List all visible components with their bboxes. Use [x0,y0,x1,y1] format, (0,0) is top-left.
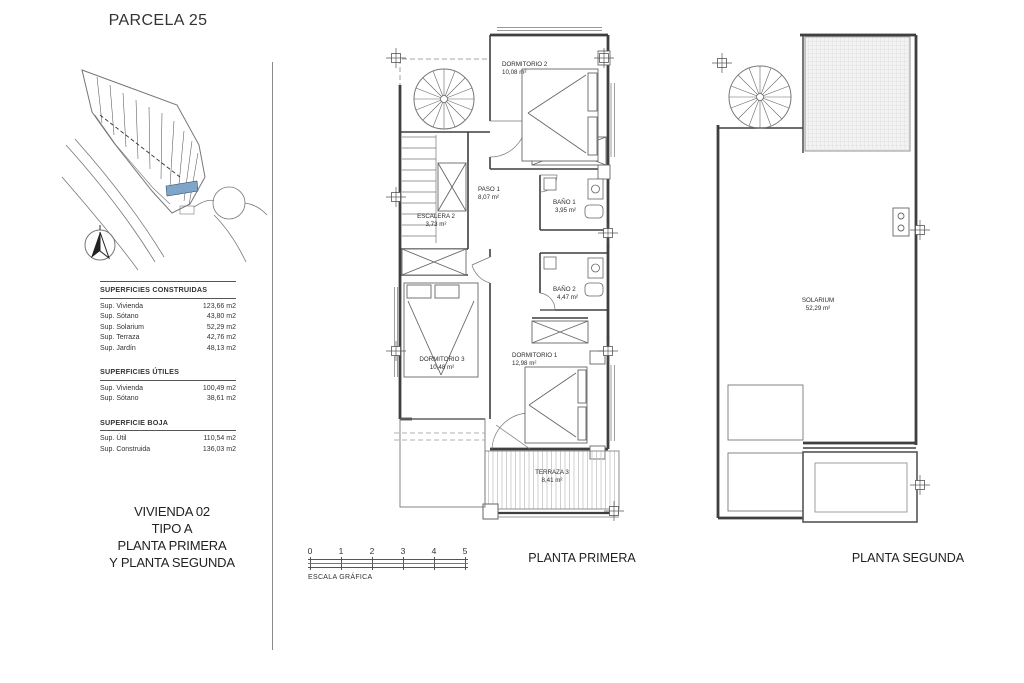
table-row: Sup. Sótano 38,61 m2 [100,395,236,402]
panel-divider [272,62,273,650]
table-superficies-construidas [100,281,236,354]
terraza-3 [483,451,619,519]
room-area: 8,41 m² [541,477,563,484]
room-area: 52,29 m² [805,305,831,312]
room-label: DORMITORIO 1 [512,352,558,359]
table-row: Sup. Sótano 43,80 m2 [100,313,236,320]
wall-unit [893,208,909,236]
highlighted-parcel [166,181,198,196]
planta-segunda-plan [700,25,940,525]
table-header: SUPERFICIES ÚTILES [100,367,236,381]
lower-terraces [728,385,917,522]
scale-ruler [308,559,468,568]
site-plan-map [62,55,272,270]
caption-planta-segunda: PLANTA SEGUNDA [851,551,965,565]
scale-bar [308,546,468,581]
table-row: Sup. Jardín 48,13 m2 [100,344,236,352]
room-area: 8,07 m² [478,194,499,201]
room-label: DORMITORIO 2 [502,61,548,68]
garden-plot [394,419,485,507]
table-row: Sup. Terraza 42,76 m2 [100,334,236,341]
room-area: 3,73 m² [425,221,447,228]
parcel-outline [82,70,205,214]
table-row: Sup. Vivienda 100,49 m2 [100,384,236,392]
planta-primera-plan [392,25,642,525]
room-area: 10,48 m² [429,364,455,371]
page-title: PARCELA 25 [108,12,208,29]
caption-planta-primera: PLANTA PRIMERA [528,551,636,565]
room-label: TERRAZA 3 [535,469,569,476]
north-arrow-icon [85,225,115,260]
drawing-info [68,503,276,571]
info-line: VIVIENDA 02 [134,504,210,519]
spiral-staircase [394,59,490,129]
room-label: BAÑO 2 [553,286,576,293]
table-header: SUPERFICIE BOJA [100,418,236,432]
table-header: SUPERFICIES CONSTRUIDAS [100,281,236,299]
bed-dormitorio-2 [522,51,610,179]
scale-label: ESCALA GRÁFICA [308,574,373,581]
room-area: 12,98 m² [512,360,537,367]
room-area: 10,08 m² [502,69,527,76]
room-label: DORMITORIO 3 [419,356,465,363]
room-area: 3,95 m² [555,207,576,214]
table-row: Sup. Solarium 52,29 m2 [100,323,236,331]
room-area: 4,47 m² [557,294,578,301]
room-label: ESCALERA 2 [417,213,455,220]
table-row: Sup. Útil 110,54 m2 [100,435,236,442]
info-line: Y PLANTA SEGUNDA [109,555,235,570]
info-line: TIPO A [151,521,193,536]
bed-dormitorio-1 [525,351,605,459]
room-label: BAÑO 1 [553,199,576,206]
table-superficies-utiles [100,367,236,405]
table-row: Sup. Construida 136,03 m2 [100,445,236,453]
info-line: PLANTA PRIMERA [117,538,227,553]
spiral-staircase [729,66,791,128]
table-row: Sup. Vivienda 123,66 m2 [100,302,236,310]
room-label: PASO 1 [478,186,500,193]
room-labels [802,297,834,312]
table-superficie-boja [100,418,236,456]
surface-tables [100,281,236,468]
room-label: SOLARIUM [801,297,835,304]
scale-numbers: 0 1 2 3 4 5 [307,546,468,556]
pergola-hatched-area [805,37,910,151]
